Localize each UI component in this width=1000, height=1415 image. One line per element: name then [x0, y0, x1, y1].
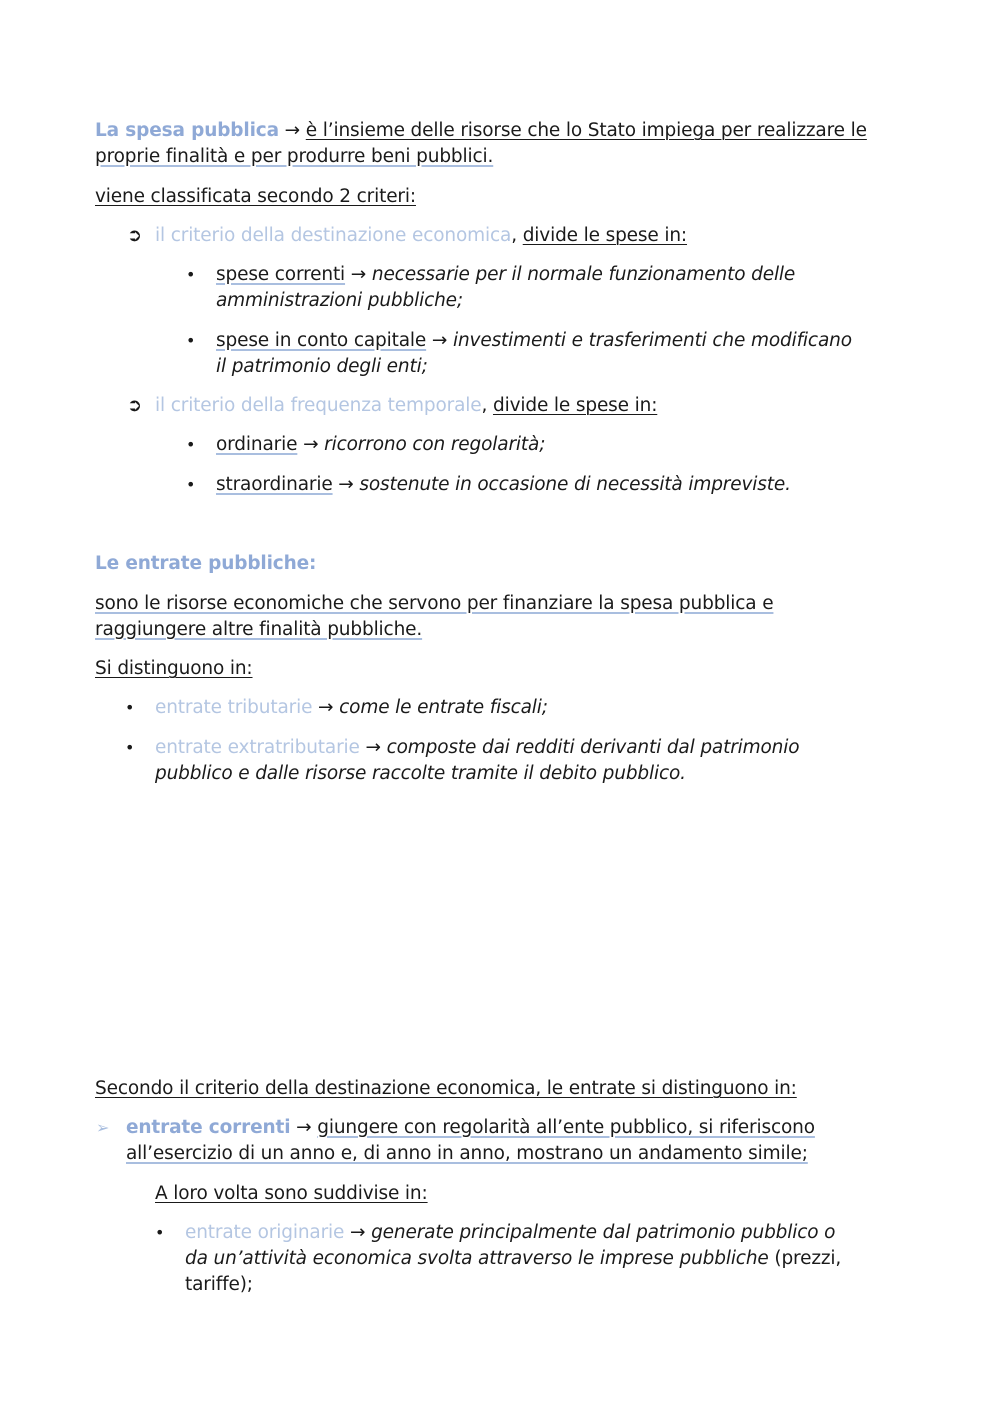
- list-item-tributarie: [125, 695, 900, 721]
- item-description: composte dai redditi derivanti dal patrimonio: [386, 737, 800, 758]
- item-term: entrate originarie: [185, 1222, 345, 1243]
- spesa-intro-text: viene classificata secondo 2 criteri:: [95, 186, 416, 207]
- criterion-name: il criterio della destinazione economica: [155, 225, 512, 246]
- bullet-icon: •: [155, 1223, 165, 1242]
- entrate-definition-text-2: raggiungere altre finalità pubbliche.: [95, 619, 423, 640]
- entrate-definition-line1: [95, 591, 900, 617]
- item-description: investimenti e trasferimenti che modificano: [452, 330, 852, 351]
- spesa-intro: [95, 184, 900, 210]
- arrow-bullet-icon: ➲: [127, 395, 142, 416]
- bullet-icon: •: [125, 698, 135, 717]
- list-item-originarie-cont: [185, 1246, 940, 1272]
- criterion-frequenza: [127, 393, 900, 419]
- list-item-ordinarie: [186, 432, 900, 458]
- comma: ,: [511, 225, 517, 246]
- item-description: sostenute in occasione di necessità impreviste.: [359, 474, 791, 495]
- destinazione-intro: [95, 1076, 900, 1102]
- entrate-intro-text: Si distinguono in:: [95, 658, 253, 679]
- destinazione-intro-text: Secondo il criterio della destinazione economica, le entrate si distinguono in:: [95, 1078, 797, 1099]
- chevron-bullet-icon: ➢: [96, 1118, 110, 1137]
- arrow: →: [350, 264, 367, 285]
- spesa-definition-line1: [95, 118, 900, 144]
- arrow: →: [431, 330, 448, 351]
- comma: ,: [481, 395, 488, 416]
- item-description: necessarie per il normale funzionamento delle: [371, 264, 796, 285]
- arrow: →: [350, 1222, 366, 1243]
- item-description-2: all’esercizio di un anno e, di anno in anno, mostrano un andamento simile;: [126, 1143, 808, 1164]
- bullet-icon: •: [186, 435, 196, 454]
- sub-intro-text: A loro volta sono suddivise in:: [155, 1183, 428, 1204]
- item-description-2: da un’attività economica svolta attraverso le imprese pubbliche: [185, 1248, 769, 1269]
- criterion-name: il criterio della frequenza temporale: [155, 395, 482, 416]
- item-term: ordinarie: [216, 434, 298, 455]
- item-term: spese correnti: [216, 264, 346, 285]
- list-item-spese-correnti-cont: amministrazioni pubbliche;: [216, 290, 463, 311]
- entrate-title: Le entrate pubbliche:: [95, 553, 317, 574]
- arrow: →: [318, 697, 334, 718]
- arrow: →: [365, 737, 381, 758]
- criterion-divide: divide le spese in:: [522, 225, 688, 246]
- criterion-destinazione: [127, 223, 900, 249]
- bullet-icon: •: [186, 265, 196, 284]
- list-item-spese-capitale: [186, 328, 905, 354]
- spesa-definition-text-2: proprie finalità e per produrre beni pubblici.: [95, 146, 494, 167]
- arrow: →: [284, 120, 301, 141]
- list-item-originarie-cont2: tariffe);: [185, 1274, 253, 1295]
- item-term: spese in conto capitale: [216, 330, 427, 351]
- bullet-icon: •: [186, 475, 196, 494]
- entrate-correnti-cont: [126, 1141, 940, 1167]
- arrow: →: [338, 474, 354, 495]
- list-item-spese-correnti: [186, 262, 900, 288]
- spesa-definition-text: è l’insieme delle risorse che lo Stato impiega per realizzare le: [305, 120, 867, 141]
- arrow-bullet-icon: ➲: [127, 225, 142, 246]
- list-item-straordinarie: [186, 472, 900, 498]
- list-item-extratributarie: [125, 735, 900, 761]
- sub-intro: [155, 1181, 900, 1207]
- entrate-definition-line2: [95, 617, 900, 643]
- list-item-spese-capitale-cont: il patrimonio degli enti;: [216, 356, 428, 377]
- spesa-title: La spesa pubblica: [95, 120, 279, 141]
- arrow: →: [303, 434, 319, 455]
- item-term: straordinarie: [216, 474, 333, 495]
- item-description: giungere con regolarità all’ente pubblico, si riferiscono: [317, 1117, 815, 1138]
- item-term: entrate extratributarie: [155, 737, 360, 758]
- list-item-originarie: [155, 1220, 905, 1246]
- arrow: →: [296, 1117, 312, 1138]
- criterion-divide: divide le spese in:: [492, 395, 658, 416]
- entrate-intro: [95, 656, 900, 682]
- entrate-definition-text: sono le risorse economiche che servono per finanziare la spesa pubblica e: [95, 593, 774, 614]
- item-term: entrate tributarie: [155, 697, 313, 718]
- entrate-correnti: [96, 1115, 905, 1141]
- list-item-extratributarie-cont: pubblico e dalle risorse raccolte tramite il debito pubblico.: [155, 763, 686, 784]
- bullet-icon: •: [125, 738, 135, 757]
- item-description: generate principalmente dal patrimonio pubblico o: [371, 1222, 836, 1243]
- item-description: come le entrate fiscali;: [339, 697, 548, 718]
- item-description-tail: (prezzi,: [768, 1248, 842, 1269]
- item-term: entrate correnti: [126, 1117, 291, 1138]
- spesa-definition-line2: [95, 144, 900, 170]
- bullet-icon: •: [186, 331, 196, 350]
- item-description: ricorrono con regolarità;: [324, 434, 546, 455]
